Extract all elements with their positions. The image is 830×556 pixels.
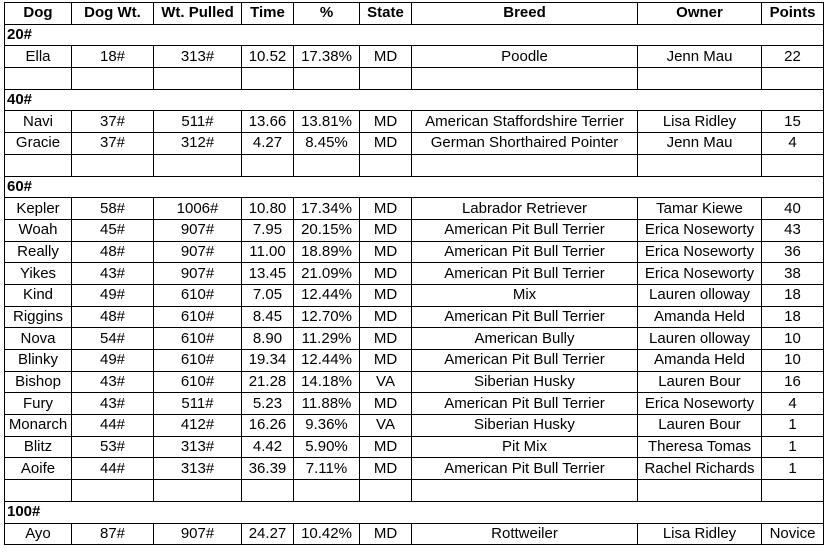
empty-cell: [5, 480, 72, 502]
table-cell: Rachel Richards: [638, 458, 762, 480]
table-cell: 12.44%: [294, 284, 360, 306]
table-row: [5, 306, 824, 328]
table-cell: Blinky: [5, 350, 72, 372]
table-cell: 8.45%: [294, 133, 360, 155]
table-cell: MD: [360, 306, 412, 328]
table-cell: 11.29%: [294, 328, 360, 350]
table-cell: 37#: [72, 133, 154, 155]
table-cell: 313#: [154, 458, 242, 480]
table-cell: American Pit Bull Terrier: [412, 263, 638, 285]
table-cell: 412#: [154, 415, 242, 437]
table-cell: 4.27: [242, 133, 294, 155]
table-cell: 20.15%: [294, 219, 360, 241]
table-cell: 14.18%: [294, 371, 360, 393]
table-cell: 43: [762, 219, 824, 241]
table-cell: 22: [762, 46, 824, 68]
table-cell: Kepler: [5, 198, 72, 220]
table-cell: MD: [360, 198, 412, 220]
table-row: [5, 241, 824, 263]
column-header: Owner: [638, 3, 762, 25]
empty-cell: [360, 480, 412, 502]
table-cell: 9.36%: [294, 415, 360, 437]
table-cell: 907#: [154, 219, 242, 241]
results-table: [4, 2, 824, 545]
column-header: Time: [242, 3, 294, 25]
table-cell: VA: [360, 415, 412, 437]
table-cell: 13.81%: [294, 111, 360, 133]
table-cell: 5.90%: [294, 436, 360, 458]
table-row: [5, 458, 824, 480]
weight-class-label: 40#: [5, 89, 824, 111]
table-cell: 19.34: [242, 350, 294, 372]
empty-cell: [5, 154, 72, 176]
table-cell: 1: [762, 458, 824, 480]
empty-cell: [412, 68, 638, 90]
spacer-row: [5, 154, 824, 176]
table-cell: Aoife: [5, 458, 72, 480]
table-cell: Riggins: [5, 306, 72, 328]
table-cell: 24.27: [242, 523, 294, 545]
table-cell: MD: [360, 46, 412, 68]
table-cell: MD: [360, 393, 412, 415]
column-header: State: [360, 3, 412, 25]
table-body: [5, 24, 824, 545]
weight-class-label: 100#: [5, 501, 824, 523]
table-cell: Monarch: [5, 415, 72, 437]
table-cell: 4.42: [242, 436, 294, 458]
empty-cell: [638, 480, 762, 502]
table-cell: 610#: [154, 371, 242, 393]
table-cell: 1: [762, 415, 824, 437]
table-cell: Gracie: [5, 133, 72, 155]
table-cell: Amanda Held: [638, 306, 762, 328]
table-cell: 10: [762, 328, 824, 350]
table-row: [5, 46, 824, 68]
table-cell: 18: [762, 284, 824, 306]
table-cell: 10: [762, 350, 824, 372]
table-cell: Lauren olloway: [638, 328, 762, 350]
table-cell: German Shorthaired Pointer: [412, 133, 638, 155]
table-cell: Nova: [5, 328, 72, 350]
table-cell: Erica Noseworty: [638, 393, 762, 415]
column-header: Dog: [5, 3, 72, 25]
column-header: Points: [762, 3, 824, 25]
empty-cell: [154, 154, 242, 176]
table-row: [5, 198, 824, 220]
table-cell: 37#: [72, 111, 154, 133]
table-cell: Erica Noseworty: [638, 263, 762, 285]
table-cell: Theresa Tomas: [638, 436, 762, 458]
table-cell: 21.09%: [294, 263, 360, 285]
table-cell: 11.00: [242, 241, 294, 263]
table-cell: 58#: [72, 198, 154, 220]
table-cell: MD: [360, 328, 412, 350]
table-cell: MD: [360, 241, 412, 263]
empty-cell: [72, 154, 154, 176]
empty-cell: [762, 154, 824, 176]
table-cell: Lauren Bour: [638, 415, 762, 437]
table-cell: 4: [762, 393, 824, 415]
table-cell: 907#: [154, 523, 242, 545]
table-cell: Amanda Held: [638, 350, 762, 372]
empty-cell: [360, 68, 412, 90]
empty-cell: [242, 480, 294, 502]
table-cell: 12.44%: [294, 350, 360, 372]
empty-cell: [294, 480, 360, 502]
empty-cell: [294, 68, 360, 90]
table-cell: 13.66: [242, 111, 294, 133]
empty-cell: [360, 154, 412, 176]
table-cell: Novice: [762, 523, 824, 545]
empty-cell: [72, 68, 154, 90]
table-cell: American Bully: [412, 328, 638, 350]
column-header: %: [294, 3, 360, 25]
table-cell: MD: [360, 436, 412, 458]
table-cell: 313#: [154, 436, 242, 458]
table-cell: 87#: [72, 523, 154, 545]
table-cell: 38: [762, 263, 824, 285]
table-cell: 12.70%: [294, 306, 360, 328]
empty-cell: [72, 480, 154, 502]
table-cell: Lisa Ridley: [638, 111, 762, 133]
table-cell: MD: [360, 111, 412, 133]
table-cell: 16: [762, 371, 824, 393]
table-cell: MD: [360, 263, 412, 285]
table-cell: Jenn Mau: [638, 133, 762, 155]
table-cell: 13.45: [242, 263, 294, 285]
table-cell: 10.42%: [294, 523, 360, 545]
empty-cell: [242, 154, 294, 176]
empty-cell: [638, 68, 762, 90]
table-cell: 8.90: [242, 328, 294, 350]
table-cell: 17.34%: [294, 198, 360, 220]
table-cell: 48#: [72, 306, 154, 328]
table-cell: American Staffordshire Terrier: [412, 111, 638, 133]
empty-cell: [762, 68, 824, 90]
table-cell: 18: [762, 306, 824, 328]
table-cell: Erica Noseworty: [638, 241, 762, 263]
empty-cell: [242, 68, 294, 90]
table-cell: Labrador Retriever: [412, 198, 638, 220]
table-row: [5, 111, 824, 133]
weight-class-label: 60#: [5, 176, 824, 198]
table-cell: American Pit Bull Terrier: [412, 393, 638, 415]
table-row: [5, 393, 824, 415]
table-cell: 48#: [72, 241, 154, 263]
table-cell: 45#: [72, 219, 154, 241]
spacer-row: [5, 480, 824, 502]
table-cell: 1006#: [154, 198, 242, 220]
table-cell: Siberian Husky: [412, 371, 638, 393]
column-header: Dog Wt.: [72, 3, 154, 25]
table-cell: MD: [360, 350, 412, 372]
table-cell: 44#: [72, 458, 154, 480]
table-cell: Blitz: [5, 436, 72, 458]
empty-cell: [5, 68, 72, 90]
table-cell: Bishop: [5, 371, 72, 393]
table-cell: 610#: [154, 306, 242, 328]
table-cell: 8.45: [242, 306, 294, 328]
group-header-row: [5, 501, 824, 523]
table-cell: MD: [360, 284, 412, 306]
table-cell: 18.89%: [294, 241, 360, 263]
table-cell: American Pit Bull Terrier: [412, 306, 638, 328]
table-cell: Rottweiler: [412, 523, 638, 545]
table-cell: 11.88%: [294, 393, 360, 415]
table-cell: MD: [360, 133, 412, 155]
table-cell: 511#: [154, 393, 242, 415]
header-row: [5, 3, 824, 25]
table-cell: 16.26: [242, 415, 294, 437]
table-cell: Really: [5, 241, 72, 263]
table-cell: Lauren Bour: [638, 371, 762, 393]
table-cell: Poodle: [412, 46, 638, 68]
table-cell: Kind: [5, 284, 72, 306]
empty-cell: [412, 480, 638, 502]
table-cell: Ayo: [5, 523, 72, 545]
table-cell: Mix: [412, 284, 638, 306]
weight-class-label: 20#: [5, 24, 824, 46]
group-header-row: [5, 89, 824, 111]
table-cell: 312#: [154, 133, 242, 155]
table-cell: 7.11%: [294, 458, 360, 480]
table-cell: 7.95: [242, 219, 294, 241]
table-cell: 907#: [154, 263, 242, 285]
table-cell: Jenn Mau: [638, 46, 762, 68]
table-row: [5, 328, 824, 350]
table-cell: Tamar Kiewe: [638, 198, 762, 220]
table-cell: 5.23: [242, 393, 294, 415]
table-cell: 43#: [72, 393, 154, 415]
column-header: Breed: [412, 3, 638, 25]
table-cell: 54#: [72, 328, 154, 350]
table-cell: 43#: [72, 371, 154, 393]
table-cell: Fury: [5, 393, 72, 415]
table-cell: 40: [762, 198, 824, 220]
table-row: [5, 436, 824, 458]
table-cell: Pit Mix: [412, 436, 638, 458]
table-cell: 7.05: [242, 284, 294, 306]
spacer-row: [5, 68, 824, 90]
table-cell: Woah: [5, 219, 72, 241]
table-cell: American Pit Bull Terrier: [412, 241, 638, 263]
table-cell: Ella: [5, 46, 72, 68]
table-cell: 15: [762, 111, 824, 133]
table-cell: American Pit Bull Terrier: [412, 219, 638, 241]
table-cell: 49#: [72, 350, 154, 372]
table-cell: American Pit Bull Terrier: [412, 350, 638, 372]
table-cell: 610#: [154, 284, 242, 306]
table-cell: 44#: [72, 415, 154, 437]
table-row: [5, 133, 824, 155]
table-cell: Yikes: [5, 263, 72, 285]
table-cell: 610#: [154, 328, 242, 350]
table-cell: 53#: [72, 436, 154, 458]
empty-cell: [638, 154, 762, 176]
empty-cell: [412, 154, 638, 176]
table-row: [5, 415, 824, 437]
table-cell: 17.38%: [294, 46, 360, 68]
table-row: [5, 284, 824, 306]
group-header-row: [5, 176, 824, 198]
table-cell: Lisa Ridley: [638, 523, 762, 545]
table-cell: VA: [360, 371, 412, 393]
table-cell: 10.80: [242, 198, 294, 220]
table-cell: MD: [360, 458, 412, 480]
table-cell: Siberian Husky: [412, 415, 638, 437]
table-cell: 907#: [154, 241, 242, 263]
table-cell: Navi: [5, 111, 72, 133]
table-cell: MD: [360, 523, 412, 545]
table-cell: American Pit Bull Terrier: [412, 458, 638, 480]
table-cell: 21.28: [242, 371, 294, 393]
table-cell: 43#: [72, 263, 154, 285]
column-header: Wt. Pulled: [154, 3, 242, 25]
table-cell: 49#: [72, 284, 154, 306]
table-row: [5, 219, 824, 241]
table-cell: 313#: [154, 46, 242, 68]
table-cell: 610#: [154, 350, 242, 372]
table-cell: Erica Noseworty: [638, 219, 762, 241]
table-cell: 1: [762, 436, 824, 458]
empty-cell: [154, 480, 242, 502]
group-header-row: [5, 24, 824, 46]
table-cell: 10.52: [242, 46, 294, 68]
table-cell: 36: [762, 241, 824, 263]
table-row: [5, 371, 824, 393]
table-cell: MD: [360, 219, 412, 241]
table-cell: Lauren olloway: [638, 284, 762, 306]
table-cell: 4: [762, 133, 824, 155]
table-row: [5, 350, 824, 372]
table-row: [5, 523, 824, 545]
empty-cell: [154, 68, 242, 90]
table-cell: 36.39: [242, 458, 294, 480]
table-row: [5, 263, 824, 285]
empty-cell: [294, 154, 360, 176]
table-cell: 18#: [72, 46, 154, 68]
table-cell: 511#: [154, 111, 242, 133]
empty-cell: [762, 480, 824, 502]
